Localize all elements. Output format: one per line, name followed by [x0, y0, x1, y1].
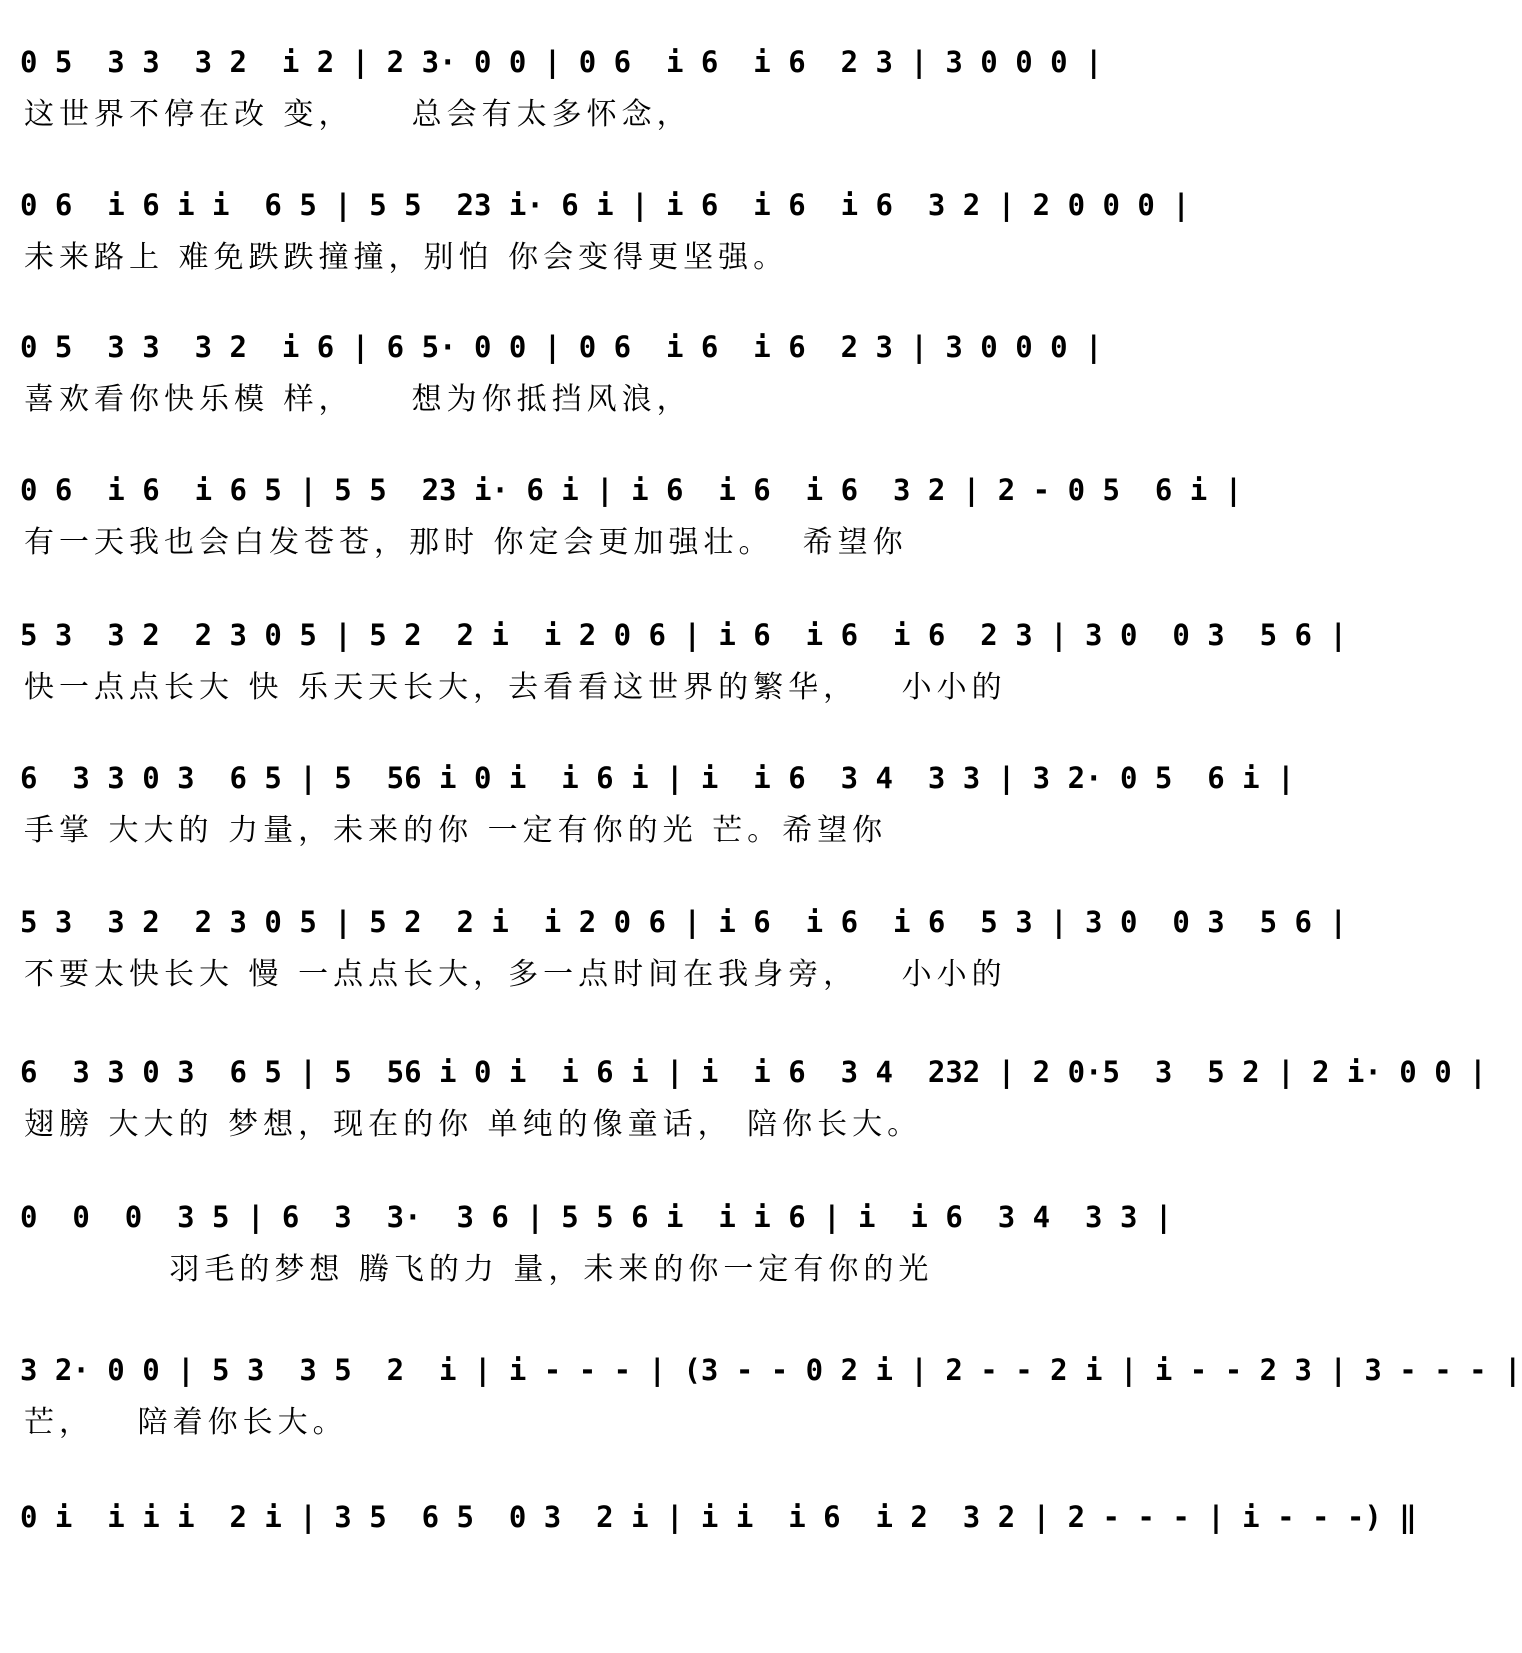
lyrics-line: 快一点点长大 快 乐天天长大，去看看这世界的繁华， 小小的 — [24, 670, 1007, 705]
notation-line: 6 3 3 0 3 6 5 | 5 56 i 0 i i 6 i | i i 6 3 4 232 | 2 0·5 3 5 2 | 2 i· 0 0 | — [20, 1055, 1487, 1089]
notation-line: 0 i i i i 2 i | 3 5 6 5 0 3 2 i | i i i 6 i 2 3 2 | 2 - - - | i - - -) ‖ — [20, 1500, 1417, 1534]
lyrics-line — [24, 1549, 1184, 1591]
notation-line: 0 5 3 3 3 2 i 6 | 6 5· 0 0 | 0 6 i 6 i 6 2 3 | 3 0 0 0 | — [20, 330, 1103, 364]
lyrics-line: 未来路上 难免跌跌撞撞，别怕 你会变得更坚强。 — [24, 240, 789, 275]
notation-line: 0 5 3 3 3 2 i 2 | 2 3· 0 0 | 0 6 i 6 i 6 2 3 | 3 0 0 0 | — [20, 45, 1103, 79]
lyrics-line: 羽毛的梦想 腾飞的力 量，未来的你一定有你的光 — [24, 1252, 934, 1287]
lyrics-line: 芒， 陪着你长大。 — [24, 1405, 348, 1440]
notation-line: 0 0 0 3 5 | 6 3 3· 3 6 | 5 5 6 i i i 6 | i i 6 3 4 3 3 | — [20, 1200, 1173, 1234]
notation-line: 5 3 3 2 2 3 0 5 | 5 2 2 i i 2 0 6 | i 6 i 6 i 6 2 3 | 3 0 0 3 5 6 | — [20, 618, 1347, 652]
lyrics-line: 手掌 大大的 力量，未来的你 一定有你的光 芒。希望你 — [24, 813, 888, 848]
notation-line: 0 6 i 6 i i 6 5 | 5 5 23 i· 6 i | i 6 i 6 i 6 3 2 | 2 0 0 0 | — [20, 188, 1190, 222]
notation-line: 6 3 3 0 3 6 5 | 5 56 i 0 i i 6 i | i i 6 3 4 3 3 | 3 2· 0 5 6 i | — [20, 761, 1295, 795]
notation-line: 3 2· 0 0 | 5 3 3 5 2 i | i - - - | (3 - - 0 2 i | 2 - - 2 i | i - - 2 3 | 3 - - - | — [20, 1353, 1522, 1387]
lyrics-line: 有一天我也会白发苍苍，那时 你定会更加强壮。 希望你 — [24, 525, 908, 560]
lyrics-line: 这世界不停在改 变， 总会有太多怀念， — [24, 97, 692, 132]
lyrics-line: 喜欢看你快乐模 样， 想为你抵挡风浪， — [24, 382, 692, 417]
lyrics-line: 不要太快长大 慢 一点点长大，多一点时间在我身旁， 小小的 — [24, 957, 1007, 992]
notation-line: 5 3 3 2 2 3 0 5 | 5 2 2 i i 2 0 6 | i 6 i 6 i 6 5 3 | 3 0 0 3 5 6 | — [20, 905, 1347, 939]
notation-line: 0 6 i 6 i 6 5 | 5 5 23 i· 6 i | i 6 i 6 i 6 3 2 | 2 - 0 5 6 i | — [20, 473, 1243, 507]
lyrics-line: 翅膀 大大的 梦想，现在的你 单纯的像童话， 陪你长大。 — [24, 1107, 923, 1142]
